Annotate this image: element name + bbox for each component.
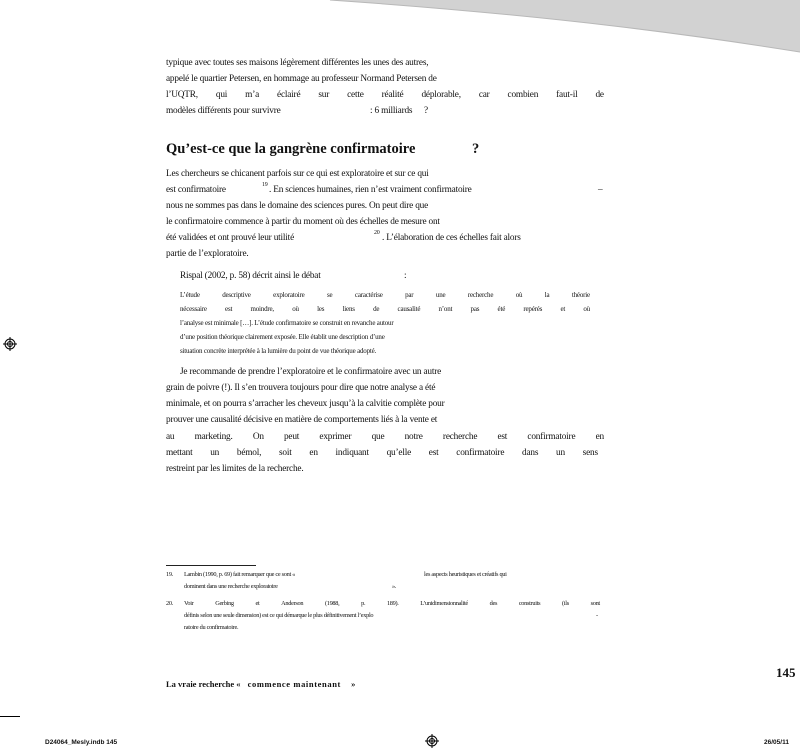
word: exprimer	[319, 432, 352, 442]
word: n’ont	[438, 305, 453, 313]
word: est	[497, 432, 508, 442]
body-line-justified	[166, 432, 604, 442]
body-line: partie de l’exploratoire.	[166, 249, 249, 259]
footnote-line: définis selon une seule dimension) est ce qui démarque le plus définitivement l’explo	[184, 612, 374, 619]
word: bémol,	[236, 448, 262, 458]
footnote-line: -	[596, 612, 598, 619]
word: sont	[590, 600, 600, 607]
body-line: été validées et ont prouvé leur utilité	[166, 233, 294, 243]
word: où	[583, 305, 590, 313]
body-line: prouver une causalité décisive en matière de comportements liés à la vente et	[166, 415, 438, 425]
word: L’étude	[180, 291, 200, 299]
page-number: 145	[776, 665, 796, 680]
footnote-line: les aspects heuristiques et créatifs qui	[424, 571, 507, 578]
footnote-line: Lambin (1990, p. 69) fait remarquer que ce sont «	[184, 571, 296, 578]
word: par	[405, 291, 414, 299]
word: que	[371, 432, 385, 442]
footnote-line: ratoire du confirmatoire.	[184, 624, 239, 631]
word: déplorable,	[421, 90, 461, 100]
quote-line: d’une position théorique clairement exposée. Elle établit une description d’une	[180, 333, 385, 341]
word: mettant	[166, 448, 193, 458]
footnote-line: dominent dans une recherche exploratoire	[184, 583, 278, 590]
word: de	[595, 90, 604, 100]
word: liens	[342, 305, 355, 313]
running-footer-part: commence maintenant	[247, 679, 341, 689]
section-heading-question-mark: ?	[472, 141, 480, 157]
word: descriptive	[222, 291, 251, 299]
running-footer-part: »	[351, 679, 356, 689]
word: et	[560, 305, 566, 313]
word: causalité	[397, 305, 421, 313]
word: Anderson	[281, 600, 304, 607]
footnote-ref-20: 20	[374, 230, 380, 236]
page-curl-corner	[0, 0, 800, 60]
running-footer-part: La vraie recherche «	[166, 679, 241, 689]
word: indiquant	[335, 448, 369, 458]
word: repérés	[523, 305, 543, 313]
word: L’unidimensionnalité	[420, 600, 468, 607]
body-line: le confirmatoire commence à partir du moment où des échelles de mesure ont	[166, 217, 440, 227]
word: l’UQTR,	[166, 90, 198, 100]
registration-mark-icon	[3, 337, 17, 351]
quote-line: situation concrète interprétée à la lumière du point de vue théorique adopté.	[180, 347, 377, 355]
word: est	[428, 448, 439, 458]
word: 189).	[386, 600, 399, 607]
word: en	[595, 432, 604, 442]
body-line: typique avec toutes ses maisons légèrement différentes les unes des autres,	[166, 58, 429, 68]
body-line: grain de poivre (!). Il s’en trouvera toujours pour dire que notre analyse a été	[166, 383, 436, 393]
word: les	[317, 305, 325, 313]
word: été	[497, 305, 506, 313]
footnote-line: ».	[392, 583, 397, 590]
word: soit	[279, 448, 292, 458]
word: qui	[215, 90, 228, 100]
word: un	[210, 448, 220, 458]
footnote-ref-19: 19	[262, 182, 268, 188]
word: au	[166, 432, 175, 442]
word: en	[309, 448, 318, 458]
word: p.	[361, 600, 366, 607]
word: pas	[470, 305, 480, 313]
word: Gerbing	[215, 600, 234, 607]
word: théorie	[571, 291, 590, 299]
word: construits	[518, 600, 541, 607]
section-heading: Qu’est-ce que la gangrène confirmatoire	[166, 141, 416, 157]
running-footer	[166, 679, 355, 689]
word: notre	[404, 432, 423, 442]
word: où	[292, 305, 299, 313]
quote-line-justified	[180, 291, 590, 299]
body-line: appelé le quartier Petersen, en hommage au professeur Normand Petersen de	[166, 74, 437, 84]
printer-slug-file: D24064_Mesly.indb 145	[45, 739, 118, 746]
body-line: modèles différents pour survivre	[166, 106, 281, 116]
word: de	[373, 305, 380, 313]
word: confirmatoire	[456, 448, 505, 458]
word: peut	[283, 432, 300, 442]
word: Voir	[184, 600, 194, 607]
word: moindre,	[250, 305, 274, 313]
word: des	[489, 600, 498, 607]
word: se	[327, 291, 333, 299]
word: confirmatoire	[527, 432, 576, 442]
body-line: Je recommande de prendre l’exploratoire et le confirmatoire avec un autre	[180, 367, 442, 377]
word: dans	[522, 448, 539, 458]
word: et	[255, 600, 260, 607]
crop-mark	[0, 716, 20, 717]
footnote-number: 19.	[166, 571, 173, 578]
footnote-separator	[166, 565, 256, 566]
word: éclairé	[277, 90, 301, 100]
body-line: est confirmatoire	[166, 185, 226, 195]
word: où	[515, 291, 523, 299]
body-line-fragment: . L’élaboration de ces échelles fait alors	[382, 233, 521, 243]
word: sens	[582, 448, 598, 458]
word: m’a	[245, 90, 260, 100]
word: car	[478, 90, 490, 100]
body-line: nous ne sommes pas dans le domaine des sciences pures. On peut dire que	[166, 201, 429, 211]
word: faut-il	[556, 90, 578, 100]
body-line: Les chercheurs se chicanent parfois sur ce qui est exploratoire et sur ce qui	[166, 169, 429, 179]
body-line-fragment: . En sciences humaines, rien n’est vraiment confirmatoire	[269, 185, 472, 195]
word: un	[556, 448, 565, 458]
quote-line-justified	[180, 305, 590, 313]
word: nécessaire	[180, 305, 207, 313]
word: cette	[347, 90, 364, 100]
footnote-number: 20.	[166, 600, 173, 607]
word: combien	[507, 90, 539, 100]
body-line-justified	[166, 90, 604, 100]
word: une	[435, 291, 446, 299]
body-line: minimale, et on pourra s’arracher les cheveux jusqu’à la calvitie complète pour	[166, 399, 445, 409]
word: marketing.	[194, 432, 233, 442]
registration-mark-icon	[425, 734, 439, 748]
footnote-line-justified	[184, 600, 600, 607]
word: réalité	[381, 90, 404, 100]
body-line-fragment: :	[404, 271, 407, 281]
word: est	[225, 305, 233, 313]
body-line-dash: –	[598, 185, 603, 195]
word: qu’elle	[386, 448, 412, 458]
word: la	[544, 291, 550, 299]
word: (1988,	[324, 600, 340, 607]
body-line: Rispal (2002, p. 58) décrit ainsi le débat	[180, 271, 321, 281]
word: On	[252, 432, 264, 442]
body-line-justified	[166, 448, 598, 458]
word: (ils	[562, 600, 569, 607]
quote-line: l’analyse est minimale […]. L’étude confirmatoire se construit en revanche autour	[180, 319, 394, 327]
body-line-fragment: ?	[424, 106, 428, 116]
word: recherche	[467, 291, 494, 299]
word: sur	[318, 90, 330, 100]
body-line-fragment: : 6 milliards	[370, 106, 413, 116]
word: caractérise	[354, 291, 383, 299]
word: recherche	[442, 432, 478, 442]
printer-slug-date: 26/05/11	[764, 739, 789, 746]
body-line: restreint par les limites de la recherche.	[166, 464, 304, 474]
word: exploratoire	[273, 291, 305, 299]
